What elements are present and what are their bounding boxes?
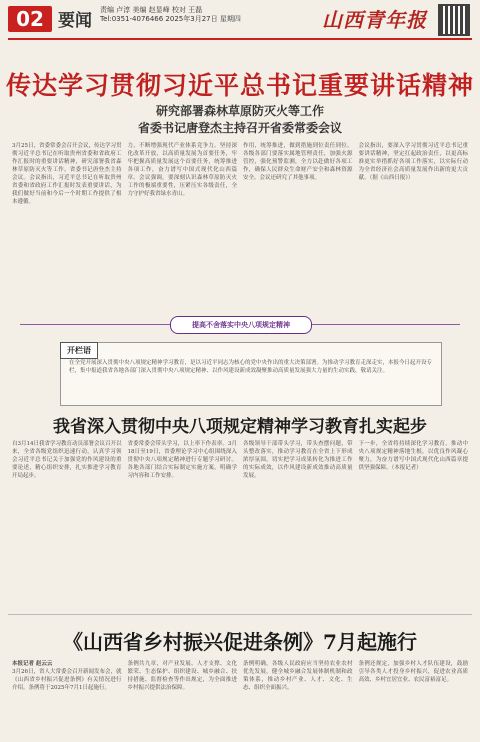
story2-col-2: 省委常委会带头学习，以上率下作表率。3月18日至19日，省委理论学习中心组围绕深入贯彻中央八项规定精神进行专题学习研讨。各地各部门结合实际制定实施方案，明确学习内容和工作安排。 bbox=[127, 441, 237, 479]
lead-subheadline-2: 省委书记唐登杰主持召开省委常委会议 bbox=[137, 121, 342, 135]
editor-note-box bbox=[60, 342, 442, 406]
lead-subheadline-1: 研究部署森林草原防灭火等工作 bbox=[155, 104, 324, 118]
qr-code-icon bbox=[438, 4, 470, 36]
story3-col-1: 3月26日，省人大常委会召开新闻发布会，就《山西省乡村振兴促进条例》有关情况进行介绍。条例将于2025年7月1日起施行。 bbox=[12, 669, 122, 691]
section-name: 要闻 bbox=[58, 11, 92, 31]
story2-col-4: 下一步，全省将持续深化学习教育，推动中央八项规定精神落地生根，以优良作风凝心聚力，为奋力谱写中国式现代化山西篇章提供坚强保障。（本报记者） bbox=[358, 441, 468, 471]
editors-line: 责编 卢淳 美编 赵显峰 校对 王磊 bbox=[100, 6, 203, 14]
lead-col-2: 力，不断增强现代产业体系竞争力。坚持深化改革开放，以高质量发展为首要任务，牢牢把握高质量发展这个首要任务，统筹推进各项工作，奋力谱写中国式现代化山西篇章。会议强调，要深刻认识森林草原防灭火工作的极端重要性，压紧压实各级责任，全力守护好我省绿水青山。 bbox=[127, 143, 237, 197]
story2-headline: 我省深入贯彻中央八项规定精神学习教育扎实起步 bbox=[53, 417, 427, 437]
story2-col-1: 自3月14日我省学习教育动员部署会议召开以来，全省各级党组织迅速行动，认真学习领会习近平总书记关于加强党的作风建设的重要论述，精心组织安排，扎实推进学习教育开局起步。 bbox=[12, 441, 122, 479]
story2-col-3: 各级领导干部带头学习，带头查摆问题，带头整改落实，推动学习教育在全省上下形成浓厚氛围，切实把学习成果转化为推进工作的实际成效，以作风建设新成效推动高质量发展。 bbox=[243, 441, 353, 479]
lead-headline: 传达学习贯彻习近平总书记重要讲话精神 bbox=[5, 71, 474, 100]
story3-body bbox=[12, 660, 468, 740]
story3-col-2: 条例共九章，对产业发展、人才支撑、文化繁荣、生态保护、组织建设、城乡融合、扶持措施、监督检查等作出规定，为全面推进乡村振兴提供法治保障。 bbox=[127, 661, 237, 691]
masthead-meta bbox=[100, 6, 310, 24]
campaign-banner: 提高不舍落实中央八项规定精神 bbox=[170, 316, 312, 334]
story3-byline: 本报记者 赵云云 bbox=[12, 661, 53, 667]
story3-headline: 《山西省乡村振兴促进条例》7月起施行 bbox=[63, 630, 417, 654]
page-header bbox=[0, 0, 480, 44]
story3-col-4: 条例还规定，加强乡村人才队伍建设，鼓励引导各类人才投身乡村振兴，促进农业高质高效、乡村宜居宜业、农民富裕富足。 bbox=[358, 661, 468, 683]
story2-body bbox=[12, 440, 468, 608]
contact-date-line: Tel:0351-4076466 2025年3月27日 星期四 bbox=[100, 15, 241, 23]
editor-note-tag: 开栏语 bbox=[60, 342, 98, 359]
lead-story-body bbox=[12, 142, 468, 308]
section-divider bbox=[8, 614, 472, 615]
page-number: 02 bbox=[8, 6, 52, 32]
editor-note-text: 在全党开展深入贯彻中央八项规定精神学习教育，是以习近平同志为核心的党中央作出的重大决策部署。为推动学习教育走深走实，本报今日起开设专栏，集中报道我省各地各部门深入贯彻中央八项规定精神、以作风建设新成效凝聚推动高质量发展强大力量的生动实践，敬请关注。 bbox=[69, 360, 433, 374]
story3-col-1-wrap bbox=[12, 660, 122, 740]
story3-col-3: 条例明确，各级人民政府应当坚持农业农村优先发展，健全城乡融合发展体制机制和政策体系，推动乡村产业、人才、文化、生态、组织全面振兴。 bbox=[243, 661, 353, 691]
newspaper-logo: 山西青年报 bbox=[322, 8, 427, 32]
lead-col-4: 会议指出，要深入学习贯彻习近平总书记重要讲话精神，坚定扛起政治责任，以更高标准更实举措抓好各项工作落实，以实际行动为全省经济社会高质量发展作出新的更大贡献。（据《山西日报》） bbox=[358, 143, 468, 181]
lead-col-3: 作用，统筹推进，做到措施到位责任到位。各级各部门要落实属地管理责任，加强火源管控，强化预警监测，全力以赴做好各项工作，确保人民群众生命财产安全和森林资源安全。会议还研究了其他事项。 bbox=[243, 143, 353, 181]
lead-col-1: 3月25日，省委常委会召开会议，传达学习贯彻习近平总书记在听取贵州省委和省政府工作汇报时的重要讲话精神，研究部署我省森林草原防灭火等工作。省委书记唐登杰主持会议。会议指出，习近平总书记在听取贵州省委和省政府工作汇报时发表重要讲话，为我们做好当前和今后一个时期工作提供了根本遵循。 bbox=[12, 143, 122, 205]
header-rule bbox=[8, 38, 472, 40]
